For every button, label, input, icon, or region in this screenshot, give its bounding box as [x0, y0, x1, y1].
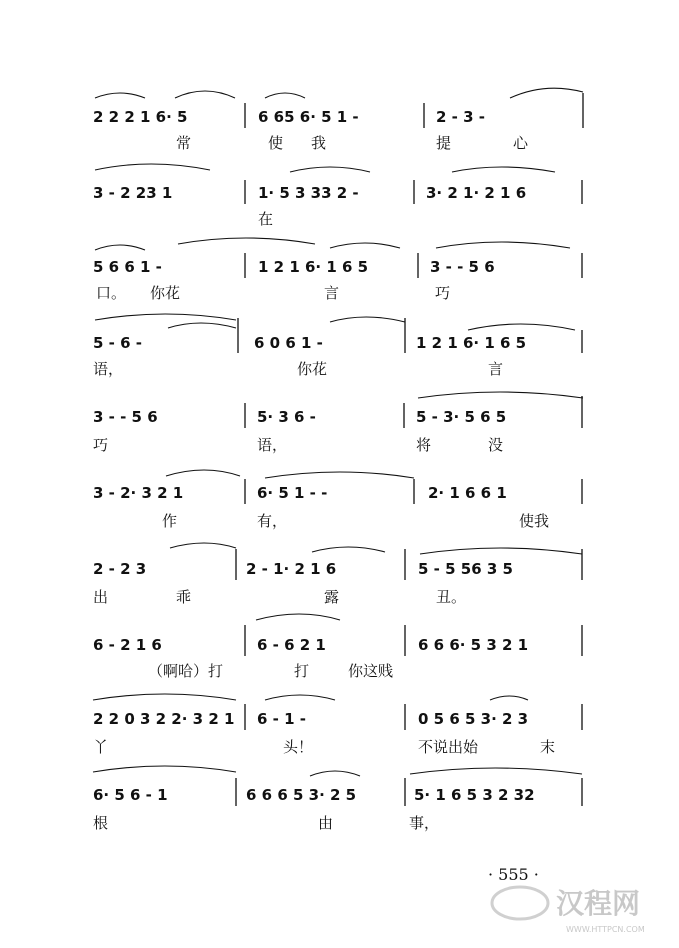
- lyric-text: 打: [294, 662, 310, 680]
- lyric-text: 你花: [150, 284, 181, 302]
- lyric-text: 有，: [257, 512, 288, 530]
- notation-row-5: 5· 3 6 -: [257, 408, 316, 426]
- lyric-text: 使: [268, 134, 284, 152]
- lyric-text: 使我: [519, 512, 550, 530]
- page-number: · 555 ·: [488, 865, 539, 884]
- notation-row-4: 6 0 6 1 -: [254, 334, 323, 352]
- notation-row-5: 3 - - 5 6: [93, 408, 158, 426]
- notation-row-1: 2 2 2 1 6· 5: [93, 108, 188, 126]
- notation-row-6: 2· 1 6 6 1: [428, 484, 507, 502]
- lyric-text: 末: [540, 738, 556, 756]
- lyric-text: 语，: [93, 360, 124, 378]
- lyric-text: 头！: [283, 738, 314, 756]
- notation-row-10: 6 6 6 5 3· 2 5: [246, 786, 357, 804]
- lyric-text: 出: [93, 588, 109, 606]
- lyric-text: 由: [318, 814, 334, 832]
- lyric-text: 不说出始: [418, 738, 479, 756]
- notation-row-4: 1 2 1 6· 1 6 5: [416, 334, 527, 352]
- lyric-text: 心: [513, 134, 529, 152]
- lyric-text: 常: [176, 134, 192, 152]
- svg-text:汉程网: 汉程网: [556, 887, 641, 920]
- notation-row-6: 6· 5 1 - -: [257, 484, 328, 502]
- lyric-text: 言: [488, 360, 504, 378]
- notation-row-4: 5 - 6 -: [93, 334, 142, 352]
- notation-row-2: 3· 2 1· 2 1 6: [426, 184, 527, 202]
- notation-row-3: 3 - - 5 6: [430, 258, 495, 276]
- notation-row-7: 2 - 1· 2 1 6: [246, 560, 337, 578]
- notation-row-7: 5 - 5 56 3 5: [418, 560, 513, 578]
- lyric-text: 口。: [96, 284, 127, 302]
- lyric-text: 乖: [176, 588, 192, 606]
- lyric-text: 没: [488, 436, 504, 454]
- lyric-text: 言: [324, 284, 340, 302]
- lyric-text: 丑。: [436, 588, 467, 606]
- notation-row-10: 6· 5 6 - 1: [93, 786, 168, 804]
- lyric-text: 你花: [297, 360, 328, 378]
- notation-row-1: 6 65 6· 5 1 -: [258, 108, 359, 126]
- watermark-logo: [492, 887, 645, 934]
- lyric-text: 我: [311, 134, 327, 152]
- lyric-text: 作: [162, 512, 178, 530]
- notation-row-7: 2 - 2 3: [93, 560, 147, 578]
- notation-row-8: 6 - 6 2 1: [257, 636, 326, 654]
- notation-row-5: 5 - 3· 5 6 5: [416, 408, 507, 426]
- lyric-text: 将: [416, 436, 432, 454]
- lyric-text: 你这贱: [348, 662, 394, 680]
- lyric-text: 根: [93, 814, 109, 832]
- lyric-text: 在: [258, 210, 274, 228]
- notation-row-2: 1· 5 3 33 2 -: [258, 184, 359, 202]
- notation-row-8: 6 6 6· 5 3 2 1: [418, 636, 529, 654]
- lyric-text: 露: [324, 588, 340, 606]
- notation-row-9: 6 - 1 -: [257, 710, 306, 728]
- notation-row-9: 2 2 0 3 2 2· 3 2 1: [93, 710, 235, 728]
- notation-row-9: 0 5 6 5 3· 2 3: [418, 710, 529, 728]
- lyric-text: 巧: [435, 284, 451, 302]
- lyric-text: 语，: [257, 436, 288, 454]
- notation-row-8: 6 - 2 1 6: [93, 636, 162, 654]
- lyric-text: 提: [436, 134, 452, 152]
- notation-row-3: 1 2 1 6· 1 6 5: [258, 258, 369, 276]
- notation-row-10: 5· 1 6 5 3 2 32: [414, 786, 535, 804]
- lyric-text: 事，: [409, 814, 440, 832]
- lyric-text: 丫: [93, 738, 109, 756]
- notation-row-2: 3 - 2 23 1: [93, 184, 173, 202]
- notation-row-1: 2 - 3 -: [436, 108, 485, 126]
- notation-row-6: 3 - 2· 3 2 1: [93, 484, 184, 502]
- svg-text:WWW.HTTPCN.COM: WWW.HTTPCN.COM: [566, 925, 645, 934]
- lyric-text: 巧: [93, 436, 109, 454]
- notation-row-3: 5 6 6 1 -: [93, 258, 162, 276]
- lyric-text: （啊哈）打: [148, 662, 224, 680]
